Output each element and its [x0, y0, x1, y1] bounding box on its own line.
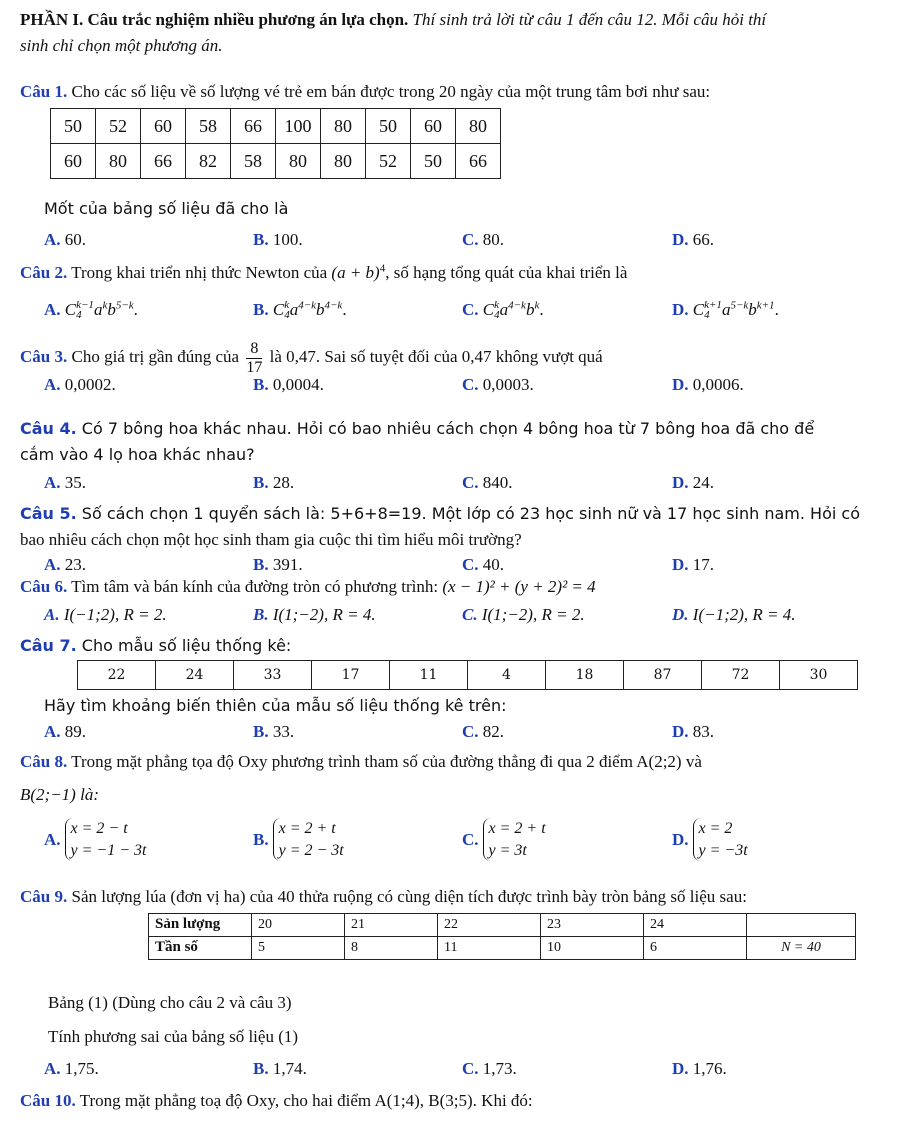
option-value: 100.	[272, 230, 303, 249]
table-cell: 50	[411, 144, 456, 179]
combination-sub: 4	[76, 309, 82, 322]
question-4-cont: cắm vào 4 lọ hoa khác nhau?	[20, 445, 255, 464]
exponent-a: 5−k	[730, 299, 749, 312]
exponent-b: 5−k	[115, 299, 134, 312]
question-text: Sản lượng lúa (đơn vị ha) của 40 thửa ruộng có cùng diện tích được trình bày tròn bảng số liệu sau:	[67, 887, 747, 906]
answer-option	[672, 818, 748, 861]
table-cell: 8	[345, 937, 438, 960]
answer-option	[462, 375, 534, 395]
exponent-a: k	[102, 299, 108, 312]
answer-option	[462, 818, 546, 861]
equation-row-x: x = 2 + t	[488, 820, 546, 837]
option-end: .	[774, 300, 779, 319]
equation-row-x: x = 2	[698, 820, 733, 837]
table-cell: 5	[252, 937, 345, 960]
answer-option	[44, 605, 167, 625]
option-label: B.	[253, 1059, 269, 1078]
variable-a: a	[289, 300, 299, 319]
question-text: Trong khai triển nhị thức Newton của	[67, 263, 332, 282]
option-label: A.	[44, 300, 61, 319]
answer-option	[462, 555, 504, 575]
answer-option	[253, 300, 347, 321]
answer-option	[253, 473, 294, 493]
equation-row-y: y = −3t	[698, 841, 748, 859]
question-text: Trong mặt phẳng tọa độ Oxy phương trình tham số của đường thẳng đi qua 2 điểm A(2;2) và	[67, 752, 702, 771]
option-value: 33.	[272, 722, 295, 741]
combination-symbol: C	[272, 300, 285, 319]
option-label: D.	[672, 230, 689, 249]
table-cell: 58	[231, 144, 276, 179]
answer-option	[462, 1059, 517, 1079]
table-cell: 80	[321, 144, 366, 179]
option-value: 40.	[482, 555, 505, 574]
answer-option	[672, 1059, 727, 1079]
answer-option	[44, 473, 86, 493]
exponent-b: k+1	[756, 299, 775, 312]
answer-option	[253, 605, 376, 625]
option-value: 1,75.	[64, 1059, 99, 1078]
option-label: C.	[462, 829, 479, 849]
option-label: D.	[672, 555, 689, 574]
table-cell: 50	[366, 109, 411, 144]
variable-b: b	[748, 300, 757, 319]
option-value: 840.	[482, 473, 513, 492]
option-label: D.	[672, 473, 689, 492]
option-label: B.	[253, 722, 269, 741]
table-row	[51, 144, 501, 179]
table-cell: 52	[96, 109, 141, 144]
option-end: .	[342, 300, 347, 319]
section-title: PHẦN I. Câu trắc nghiệm nhiều phương án lựa chọn.	[20, 10, 409, 29]
fraction	[246, 340, 262, 376]
option-label: B.	[253, 605, 269, 624]
option-label: A.	[44, 473, 61, 492]
question-text: Tìm tâm và bán kính của đường tròn có phương trình:	[67, 577, 443, 596]
table-cell: 21	[345, 914, 438, 937]
option-label: D.	[672, 829, 689, 849]
equation-system	[483, 818, 546, 861]
combination-sup: k	[284, 299, 290, 312]
option-label: A.	[44, 722, 61, 741]
question-text: Cho mẫu số liệu thống kê:	[76, 636, 292, 655]
table-cell: 23	[541, 914, 644, 937]
option-label: C.	[462, 230, 479, 249]
question-text: Có 7 bông hoa khác nhau. Hỏi có bao nhiêu cách chọn 4 bông hoa từ 7 bông hoa đã cho để	[76, 419, 815, 438]
option-value: 1,74.	[272, 1059, 307, 1078]
option-value: 1,76.	[692, 1059, 727, 1078]
question-7	[20, 637, 291, 655]
variable-b: b	[107, 300, 116, 319]
question-2	[20, 263, 627, 283]
equation-row-x: x = 2 + t	[278, 820, 336, 837]
question-3	[20, 340, 603, 376]
ticket-sales-table	[50, 108, 501, 179]
equation-row-y: y = 2 − 3t	[278, 841, 344, 859]
option-value: 89.	[64, 722, 87, 741]
binomial-expression: (a + b)	[331, 263, 380, 282]
question-text: Cho giá trị gần đúng của	[67, 347, 244, 366]
answer-option	[253, 818, 344, 861]
variable-a: a	[721, 300, 731, 319]
answer-option	[253, 555, 303, 575]
option-label: A.	[44, 605, 60, 624]
option-value: I(−1;2), R = 4.	[692, 605, 796, 624]
answer-option	[462, 230, 504, 250]
fraction-denominator: 17	[246, 358, 263, 376]
option-value: I(1;−2), R = 2.	[481, 605, 585, 624]
option-value: 35.	[64, 473, 87, 492]
option-value: I(−1;2), R = 2.	[63, 605, 167, 624]
variable-b: b	[525, 300, 535, 319]
answer-option	[253, 1059, 307, 1079]
table-caption: Bảng (1) (Dùng cho câu 2 và câu 3)	[48, 993, 292, 1012]
option-label: C.	[462, 300, 479, 319]
rice-yield-table	[148, 913, 856, 960]
table-cell: 66	[456, 144, 501, 179]
table-cell: 11	[390, 661, 468, 690]
question-9-prompt: Tính phương sai của bảng số liệu (1)	[48, 1027, 299, 1046]
answer-option	[253, 375, 324, 395]
question-7-prompt: Hãy tìm khoảng biến thiên của mẫu số liệu thống kê trên:	[44, 696, 507, 715]
question-number: Câu 2.	[20, 263, 68, 282]
table-row	[149, 914, 856, 937]
table-cell: 17	[312, 661, 390, 690]
option-value: 24.	[692, 473, 715, 492]
option-label: D.	[672, 375, 689, 394]
option-label: A.	[44, 1059, 61, 1078]
question-1-prompt: Mốt của bảng số liệu đã cho là	[44, 199, 289, 218]
combination-sub: 4	[494, 309, 500, 322]
binomial-exponent: 4	[379, 262, 386, 275]
option-label: C.	[462, 722, 479, 741]
section-header	[20, 10, 766, 30]
question-number: Câu 7.	[20, 636, 77, 655]
option-label: B.	[253, 230, 269, 249]
question-number: Câu 8.	[20, 752, 68, 771]
table-cell: 6	[644, 937, 747, 960]
question-8-cont: B(2;−1) là:	[20, 785, 99, 804]
table-cell: 60	[141, 109, 186, 144]
option-value: 82.	[482, 722, 505, 741]
table-cell: 80	[96, 144, 141, 179]
equation-system	[273, 818, 344, 861]
table-cell: Tần số	[149, 937, 252, 960]
option-label: B.	[253, 300, 269, 319]
option-value: 0,0003.	[482, 375, 534, 394]
answer-option	[44, 1059, 99, 1079]
table-row	[51, 109, 501, 144]
option-value: 83.	[692, 722, 715, 741]
option-label: C.	[462, 375, 479, 394]
option-label: C.	[462, 605, 478, 624]
option-value: 28.	[272, 473, 295, 492]
exponent-b: 4−k	[324, 299, 343, 312]
option-value: 60.	[64, 230, 87, 249]
table-cell: 100	[276, 109, 321, 144]
table-cell: 60	[411, 109, 456, 144]
option-label: C.	[462, 555, 479, 574]
question-text-after: , số hạng tổng quát của khai triển là	[385, 263, 628, 282]
table-row	[149, 937, 856, 960]
table-cell: 80	[321, 109, 366, 144]
option-end: .	[539, 300, 544, 319]
table-row	[78, 661, 858, 690]
option-label: A.	[44, 375, 61, 394]
table-cell: 72	[702, 661, 780, 690]
answer-option	[672, 375, 744, 395]
table-cell: 87	[624, 661, 702, 690]
question-text: Số cách chọn 1 quyển sách là: 5+6+8=19. Một lớp có 23 học sinh nữ và 17 học sinh nam. Hỏi có	[76, 504, 860, 523]
combination-symbol: C	[692, 300, 705, 319]
answer-option	[253, 722, 294, 742]
question-text: Cho các số liệu về số lượng vé trẻ em bán được trong 20 ngày của một trung tâm bơi như sau:	[67, 82, 711, 101]
section-instruction: Thí sinh trả lời từ câu 1 đến câu 12. Mỗi câu hỏi thí	[408, 10, 767, 29]
equation-row-y: y = 3t	[488, 841, 527, 859]
table-cell: 80	[456, 109, 501, 144]
option-end: .	[133, 300, 138, 319]
fraction-numerator: 8	[246, 340, 262, 359]
option-value: 391.	[272, 555, 303, 574]
exponent-a: 4−k	[298, 299, 316, 312]
variable-a: a	[93, 300, 103, 319]
answer-option	[44, 555, 86, 575]
question-5	[20, 505, 860, 523]
option-formula	[64, 299, 134, 322]
equation-system	[65, 818, 147, 861]
option-value: 23.	[64, 555, 87, 574]
exponent-b: k	[534, 299, 540, 312]
option-label: A.	[44, 829, 61, 849]
option-value: 1,73.	[482, 1059, 517, 1078]
option-value: 0,0004.	[272, 375, 324, 394]
equation-system	[693, 818, 748, 861]
section-instruction-cont: sinh chỉ chọn một phương án.	[20, 36, 223, 55]
combination-sup: k−1	[76, 299, 94, 312]
equation-row-y: y = −1 − 3t	[70, 841, 147, 859]
answer-option	[672, 605, 796, 625]
table-cell: Sản lượng	[149, 914, 252, 937]
answer-option	[44, 722, 86, 742]
question-text-after: là 0,47. Sai số tuyệt đối của 0,47 không vượt quá	[265, 347, 603, 366]
answer-option	[44, 818, 146, 861]
answer-option	[253, 230, 303, 250]
option-label: B.	[253, 829, 269, 849]
table-cell: N = 40	[747, 937, 856, 960]
option-value: 80.	[482, 230, 505, 249]
table-cell: 4	[468, 661, 546, 690]
answer-option	[462, 473, 513, 493]
sample-data-table	[77, 660, 858, 690]
table-cell: 30	[780, 661, 858, 690]
option-label: D.	[672, 1059, 689, 1078]
table-cell: 66	[231, 109, 276, 144]
answer-option	[462, 722, 504, 742]
option-value: 17.	[692, 555, 715, 574]
option-label: B.	[253, 375, 269, 394]
table-cell: 18	[546, 661, 624, 690]
combination-sub: 4	[284, 309, 290, 322]
table-cell: 80	[276, 144, 321, 179]
option-value: 0,0006.	[692, 375, 744, 394]
question-number: Câu 9.	[20, 887, 68, 906]
question-number: Câu 4.	[20, 419, 77, 438]
answer-option	[672, 722, 714, 742]
exponent-a: 4−k	[508, 299, 526, 312]
combination-sub: 4	[704, 309, 710, 322]
option-value: I(1;−2), R = 4.	[272, 605, 376, 624]
table-cell: 82	[186, 144, 231, 179]
table-cell: 20	[252, 914, 345, 937]
table-cell: 52	[366, 144, 411, 179]
table-cell: 11	[438, 937, 541, 960]
answer-option	[672, 230, 714, 250]
variable-b: b	[316, 300, 325, 319]
table-cell: 24	[644, 914, 747, 937]
combination-sup: k	[494, 299, 500, 312]
table-cell: 22	[438, 914, 541, 937]
answer-option	[672, 473, 714, 493]
answer-option	[672, 555, 714, 575]
question-number: Câu 3.	[20, 347, 68, 366]
combination-symbol: C	[482, 300, 495, 319]
answer-option	[44, 230, 86, 250]
table-cell: 33	[234, 661, 312, 690]
table-cell: 10	[541, 937, 644, 960]
question-number: Câu 10.	[20, 1091, 76, 1110]
table-cell: 66	[141, 144, 186, 179]
answer-option	[462, 300, 544, 321]
option-formula	[482, 299, 540, 322]
answer-option	[44, 375, 116, 395]
equation-row-x: x = 2 − t	[70, 820, 128, 837]
question-number: Câu 1.	[20, 82, 68, 101]
answer-option	[44, 300, 138, 321]
table-cell	[747, 914, 856, 937]
option-label: B.	[253, 555, 269, 574]
question-9	[20, 887, 747, 907]
option-label: D.	[672, 722, 689, 741]
option-value: 0,0002.	[64, 375, 116, 394]
question-number: Câu 5.	[20, 504, 77, 523]
question-6	[20, 577, 596, 597]
question-4	[20, 420, 814, 438]
combination-symbol: C	[64, 300, 77, 319]
option-label: A.	[44, 555, 61, 574]
question-10	[20, 1091, 533, 1111]
variable-a: a	[499, 300, 509, 319]
circle-equation: (x − 1)² + (y + 2)² = 4	[442, 577, 596, 596]
combination-indices	[76, 301, 94, 321]
option-formula	[272, 299, 343, 322]
combination-sup: k+1	[704, 299, 722, 312]
answer-option	[672, 300, 779, 321]
table-cell: 24	[156, 661, 234, 690]
table-cell: 60	[51, 144, 96, 179]
option-label: C.	[462, 1059, 479, 1078]
option-label: A.	[44, 230, 61, 249]
table-cell: 58	[186, 109, 231, 144]
table-cell: 22	[78, 661, 156, 690]
answer-option	[462, 605, 585, 625]
option-label: D.	[672, 300, 689, 319]
table-cell: 50	[51, 109, 96, 144]
question-text: Trong mặt phẳng toạ độ Oxy, cho hai điểm A(1;4), B(3;5). Khi đó:	[75, 1091, 533, 1110]
question-1	[20, 82, 710, 102]
question-5-cont: bao nhiêu cách chọn một học sinh tham gia cuộc thi tìm hiểu môi trường?	[20, 530, 522, 549]
option-label: B.	[253, 473, 269, 492]
question-number: Câu 6.	[20, 577, 68, 596]
combination-indices	[704, 301, 722, 321]
option-label: D.	[672, 605, 689, 624]
option-label: C.	[462, 473, 479, 492]
question-8	[20, 752, 702, 772]
option-value: 66.	[692, 230, 715, 249]
option-formula	[692, 299, 775, 322]
